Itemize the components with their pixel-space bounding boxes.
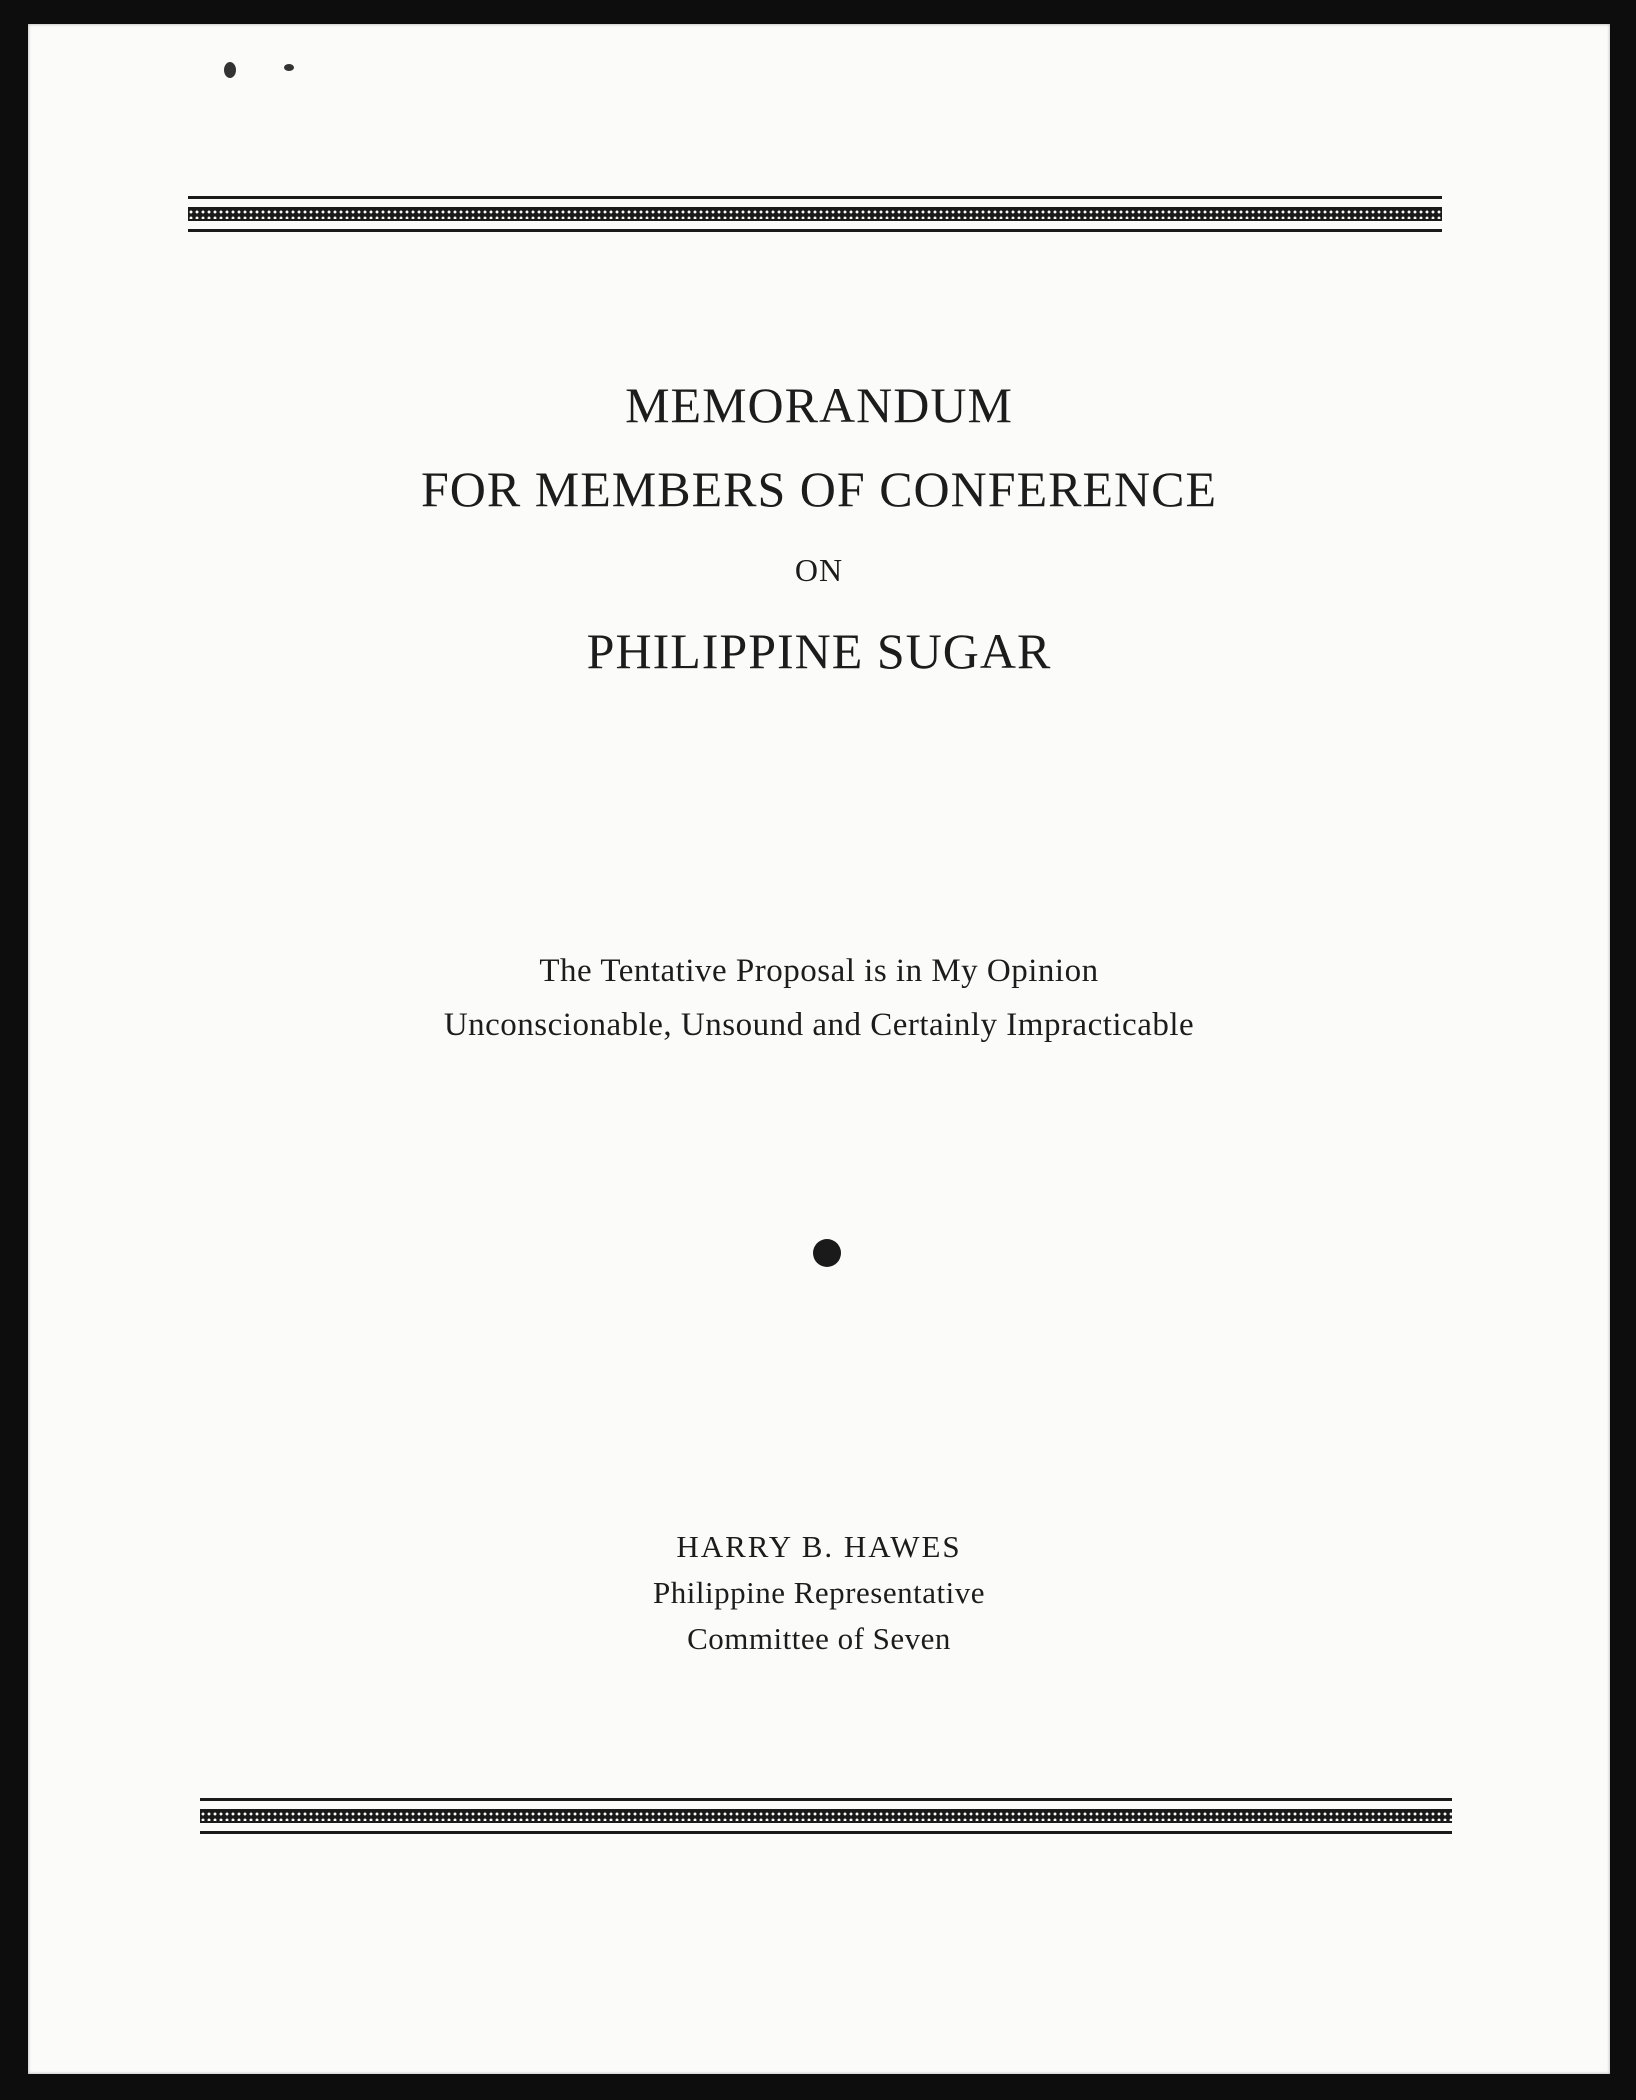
- rule-line: [188, 196, 1442, 199]
- subtitle: [28, 944, 1610, 1052]
- title-line-on: ON: [794, 552, 844, 588]
- author-block: [28, 1524, 1610, 1662]
- author-name: HARRY B. HAWES: [676, 1529, 962, 1564]
- rule-line: [200, 1798, 1452, 1801]
- rule-line: [188, 229, 1442, 232]
- title-line-memorandum: MEMORANDUM: [625, 377, 1013, 433]
- paper-sheet: [28, 24, 1610, 2074]
- memorandum-title: [28, 354, 1610, 679]
- subtitle-line-1: The Tentative Proposal is in My Opinion: [539, 953, 1099, 989]
- bottom-decorative-rule: [200, 1798, 1452, 1834]
- rule-dotted-band: [200, 1809, 1452, 1823]
- ink-speck: [224, 62, 236, 78]
- ink-speck: [284, 64, 294, 71]
- title-line-conference: FOR MEMBERS OF CONFERENCE: [421, 461, 1217, 517]
- subtitle-line-2: Unconscionable, Unsound and Certainly Impracticable: [443, 1007, 1195, 1043]
- rule-dotted-band: [188, 207, 1442, 221]
- author-role: Philippine Representative: [653, 1575, 985, 1610]
- title-line-sugar: PHILIPPINE SUGAR: [586, 623, 1052, 679]
- rule-line: [200, 1831, 1452, 1834]
- author-committee: Committee of Seven: [687, 1621, 951, 1656]
- top-decorative-rule: [188, 196, 1442, 232]
- center-bullet-ornament: [813, 1239, 841, 1267]
